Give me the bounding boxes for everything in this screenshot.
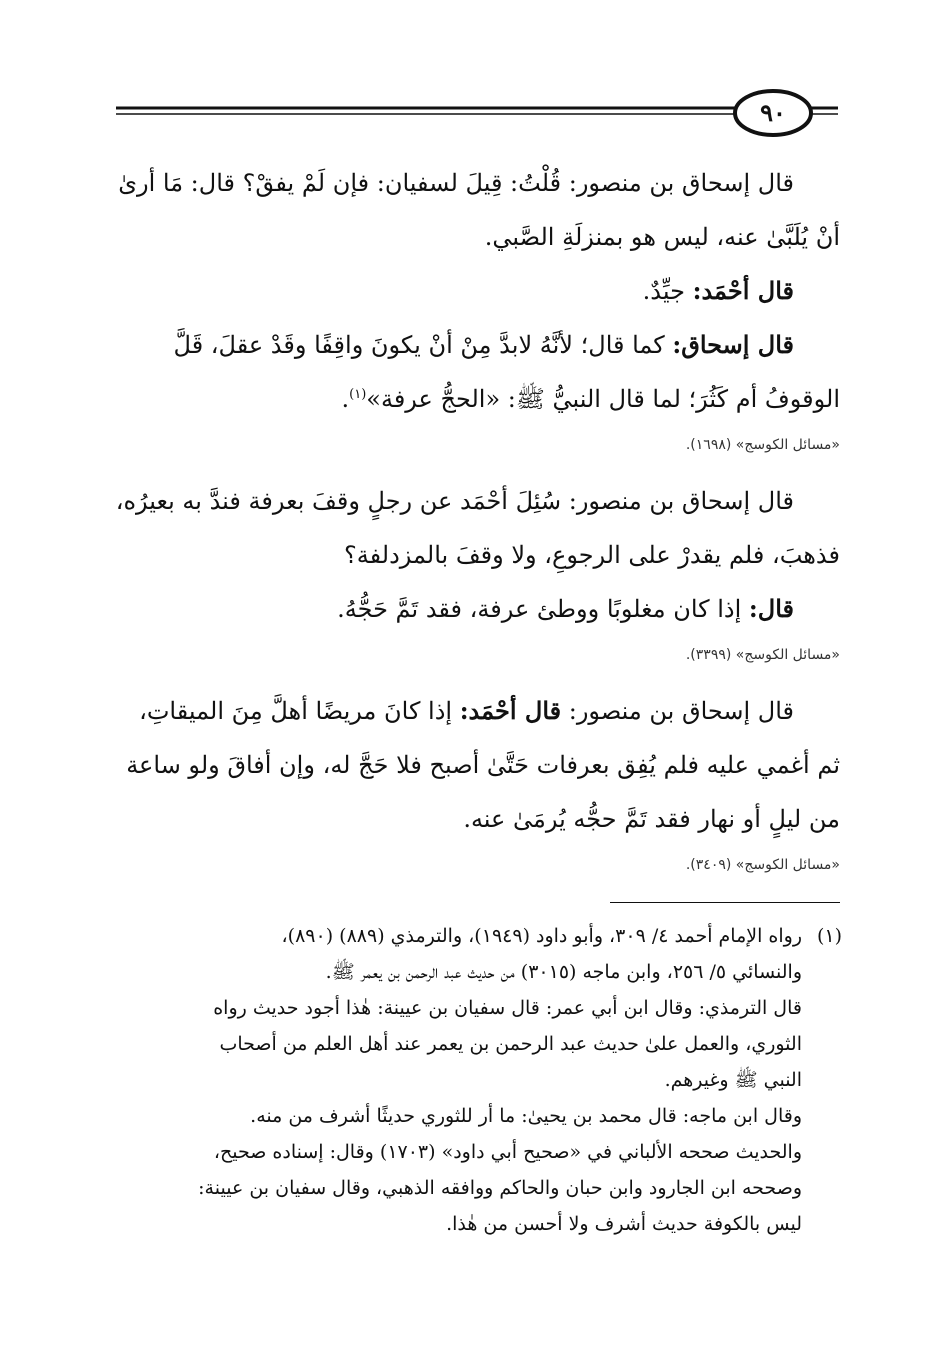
- footnotes: [112, 918, 842, 1242]
- footnote-line: وقال ابن ماجه: قال محمد بن يحيىٰ: ما أر للثوري حديثًا أشرف من منه.: [250, 1105, 802, 1127]
- footnote-divider: [610, 902, 840, 903]
- speaker-label: قال إسحاق:: [672, 330, 794, 359]
- text-line: قال إسحاق بن منصور: سُئِلَ أحْمَد عن رجلٍ وقفَ بعرفة فندَّ به بعيرُه،: [115, 487, 794, 515]
- speaker-label: قال أحْمَد:: [459, 696, 562, 725]
- footnote-line: والنسائي ٥/ ٢٥٦، وابن ماجه (٣٠١٥) من حديث عبد الرحمن بن يعمر ﷺ.: [325, 961, 802, 983]
- text-line: أنْ يُلَبَّىٰ عنه، ليس هو بمنزلَةِ الصَّبي.: [484, 223, 840, 251]
- footnote-number: (١): [816, 925, 842, 947]
- header-ornament: [116, 88, 838, 138]
- footnote-line: النبي ﷺ وغيرهم.: [664, 1069, 802, 1091]
- answer-text: كما قال؛ لأنَّهُ لابدَّ مِنْ أنْ يكونَ واقِفًا وقَدْ عقلَ، قَلَّ: [173, 331, 665, 359]
- speaker-label: قال:: [748, 594, 794, 623]
- source-reference: «مسائل الكوسج» (١٦٩٨).: [685, 437, 840, 453]
- source-reference: «مسائل الكوسج» (٣٣٩٩).: [685, 647, 840, 663]
- answer-text: جيِّدٌ.: [642, 277, 685, 305]
- footnote-line: وصححه ابن الجارود وابن حبان والحاكم ووافقه الذهبي، وقال سفيان بن عيينة:: [198, 1177, 802, 1199]
- text-line: إذا كانَ مريضًا أهلَّ مِنَ الميقاتِ،: [139, 697, 453, 725]
- question-paragraph: [112, 684, 840, 846]
- text-line: فذهبَ، فلم يقدرْ على الرجوعِ، ولا وقفَ بالمزدلفة؟: [344, 541, 840, 569]
- answer-text: إذا كان مغلوبًا ووطئ عرفة، فقد تَمَّ حَجُّهُ.: [337, 595, 742, 623]
- answer-text: .: [341, 385, 350, 413]
- footnote-line: ليس بالكوفة حديث أشرف ولا أحسن من هٰذا.: [446, 1213, 802, 1235]
- question-paragraph: [112, 156, 840, 264]
- speaker-label: قال أحْمَد:: [692, 276, 794, 305]
- page-body: [112, 156, 840, 894]
- footnote-first-line: [112, 918, 842, 954]
- answer-text: الوقوفُ أم كَثُرَ؛ لما قال النبيُّ ﷺ: «الحجُّ عرفة»: [366, 385, 840, 413]
- answer-paragraph: [112, 318, 840, 426]
- answer-paragraph: [112, 264, 840, 318]
- text-line: قال إسحاق بن منصور: قُلْتُ: قِيلَ لسفيان: فإن لَمْ يفقْ؟ قال: مَا أرىٰ: [118, 169, 794, 197]
- question-paragraph: [112, 474, 840, 582]
- text-line: من ليلٍ أو نهار فقد تَمَّ حجُّه يُرمَىٰ عنه.: [463, 805, 840, 833]
- text-line: ثم أغمي عليه فلم يُفِق بعرفات حَتَّىٰ أصبح فلا حَجَّ له، وإن أفاقَ ولو ساعة: [126, 751, 840, 779]
- text-line: قال إسحاق بن منصور:: [568, 697, 794, 725]
- footnote-line: قال الترمذي: وقال ابن أبي عمر: قال سفيان بن عيينة: هٰذا أجود حديث رواه: [213, 997, 802, 1019]
- footnote-marker[interactable]: (١): [349, 387, 367, 402]
- answer-paragraph: [112, 582, 840, 636]
- footnote-line: الثوري، والعمل علىٰ حديث عبد الرحمن بن يعمر عند أهل العلم من أصحاب: [219, 1033, 802, 1055]
- footnote-line: والحديث صححه الألباني في «صحيح أبي داود» (١٧٠٣) وقال: إسناده صحيح،: [213, 1141, 802, 1163]
- page-number: ٩٠: [760, 98, 786, 127]
- source-reference: «مسائل الكوسج» (٣٤٠٩).: [685, 857, 840, 873]
- footnote-text: رواه الإمام أحمد ٤/ ٣٠٩، وأبو داود (١٩٤٩)، والترمذي (٨٨٩) (٨٩٠)،: [281, 925, 802, 947]
- page-header: [116, 88, 838, 138]
